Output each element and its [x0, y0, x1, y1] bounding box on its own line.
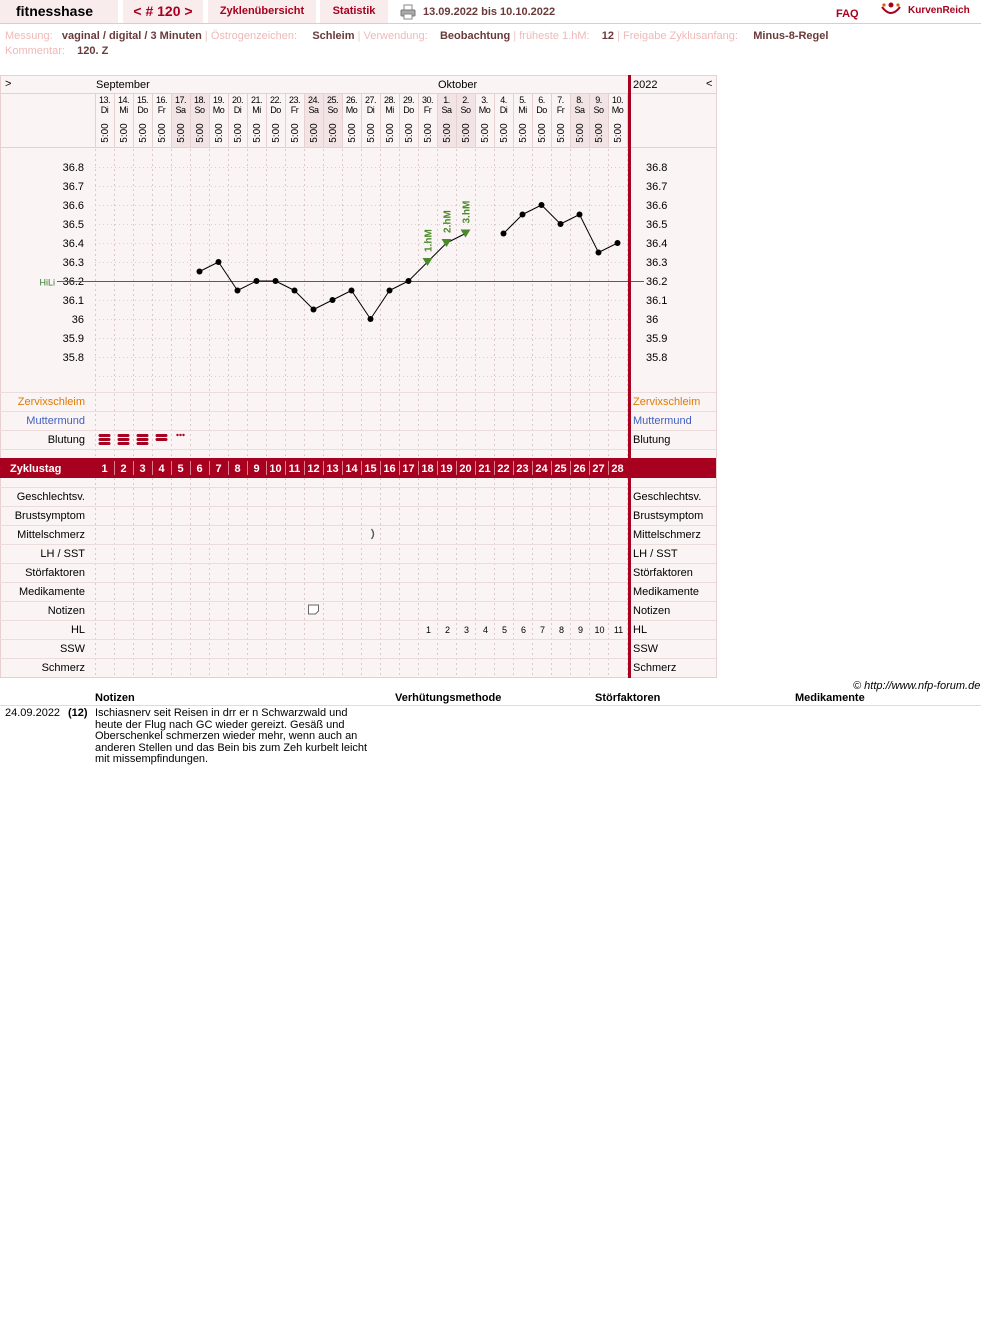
measure-time: 5:00: [176, 123, 187, 143]
hili-label: HiLi: [39, 277, 55, 288]
cycle-day-number: 4: [158, 463, 165, 475]
row-label-right: Schmerz: [633, 662, 677, 674]
cycle-day-number: 20: [459, 463, 472, 475]
bleeding-heavy-icon: [99, 434, 111, 437]
temperature-point: [311, 307, 317, 313]
day-date: 24.: [307, 95, 320, 105]
hl-number: 5: [501, 625, 508, 635]
row-label-left: Mittelschmerz: [17, 529, 85, 541]
row-label-right: Geschlechtsv.: [633, 491, 702, 503]
cycle-day-number: 8: [234, 463, 241, 475]
note-text: [95, 708, 367, 766]
row-label-left: Störfaktoren: [25, 567, 85, 579]
row-label-left: Geschlechtsv.: [16, 491, 85, 503]
temperature-point: [539, 202, 545, 208]
day-date: 22.: [269, 95, 282, 105]
day-date: 26.: [345, 95, 358, 105]
day-weekday: Mi: [119, 105, 128, 115]
cycle-day-number: 2: [120, 463, 127, 475]
cycle-day-number: 11: [288, 463, 301, 475]
temperature-point: [368, 316, 374, 322]
freigabe-label: Freigabe Zyklusanfang:: [623, 30, 738, 42]
cycle-comment: [5, 45, 108, 57]
row-label-right: Blutung: [633, 434, 671, 446]
temperature-point: [615, 240, 621, 246]
cycle-day-number: 1: [101, 463, 108, 475]
cycle-end-line: [628, 478, 631, 678]
y-tick-left: 36.1: [62, 295, 84, 307]
temperature-point: [254, 278, 260, 284]
notes-divider: [0, 705, 981, 706]
day-date: 27.: [364, 95, 377, 105]
notes-col-medikamente: Medikamente: [795, 692, 865, 704]
cycle-day-number: 22: [497, 463, 510, 475]
y-tick-left: 36.5: [62, 219, 84, 231]
y-tick-left: 35.9: [62, 333, 84, 345]
hl-number: 4: [482, 625, 489, 635]
note-line: Oberschenkel schmerzen wieder mehr, wenn auch an: [95, 730, 358, 742]
day-date: 2.: [462, 95, 469, 105]
day-weekday: Do: [270, 105, 281, 115]
measure-time: 5:00: [119, 123, 130, 143]
day-date: 25.: [326, 95, 339, 105]
cycle-day-number: 17: [402, 463, 415, 475]
temperature-point: [292, 288, 298, 294]
measure-time: 5:00: [404, 123, 415, 143]
hl-number: 7: [539, 625, 546, 635]
measure-time: 5:00: [252, 123, 263, 143]
cycle-day-number: 16: [383, 463, 396, 475]
freigabe-value: Minus-8-Regel: [753, 30, 829, 42]
notes-col-verhuetung: Verhütungsmethode: [395, 692, 502, 704]
cycle-day-number: 5: [177, 463, 184, 475]
next-cycle-button[interactable]: <: [706, 78, 713, 90]
row-label-right: Muttermund: [633, 415, 692, 427]
row-label-right: Störfaktoren: [633, 567, 693, 579]
row-label-right: Notizen: [633, 605, 671, 617]
day-weekday: Mo: [345, 105, 358, 115]
measure-time: 5:00: [347, 123, 358, 143]
y-tick-right: 36.6: [646, 200, 668, 212]
kommentar-value: 120. Z: [77, 45, 109, 57]
temperature-point: [349, 288, 355, 294]
day-weekday: Fr: [157, 105, 166, 115]
row-label-right: HL: [633, 624, 648, 636]
day-date: 29.: [402, 95, 415, 105]
day-date: 16.: [155, 95, 168, 105]
cycle-day-number: 21: [478, 463, 491, 475]
day-weekday: Mo: [212, 105, 225, 115]
day-weekday: Fr: [290, 105, 299, 115]
day-weekday: So: [194, 105, 205, 115]
measure-time: 5:00: [290, 123, 301, 143]
cycle-day-number: 27: [592, 463, 605, 475]
measure-time: 5:00: [309, 123, 320, 143]
day-weekday: Fr: [423, 105, 432, 115]
cycle-day-number: 23: [516, 463, 529, 475]
year-label: 2022: [633, 79, 658, 91]
y-tick-right: 36.3: [646, 257, 668, 269]
verwendung-value: Beobachtung: [439, 30, 511, 42]
y-tick-right: 35.9: [646, 333, 668, 345]
day-date: 1.: [443, 95, 450, 105]
measure-time: 5:00: [461, 123, 472, 143]
bleeding-spotting-icon: [179, 434, 181, 436]
temperature-point: [216, 259, 222, 265]
day-weekday: Do: [137, 105, 148, 115]
hl-number: 2: [444, 625, 451, 635]
high-mark-label: 1.hM: [423, 229, 435, 252]
measure-time: 5:00: [271, 123, 282, 143]
month-label: September: [96, 79, 150, 91]
y-tick-left: 36.3: [62, 257, 84, 269]
measure-time: 5:00: [385, 123, 396, 143]
copyright[interactable]: © http://www.nfp-forum.de: [853, 680, 981, 692]
oestrogen-value: Schleim: [312, 30, 355, 42]
cycle-day-number: 24: [535, 463, 548, 475]
row-label-left: SSW: [59, 643, 85, 655]
bleeding-heavy-icon: [137, 434, 149, 437]
bleeding-medium-icon: [156, 434, 168, 437]
day-weekday: Sa: [574, 105, 585, 115]
hl-number: 3: [463, 625, 470, 635]
measure-time: 5:00: [423, 123, 434, 143]
y-tick-left: 36: [71, 314, 84, 326]
row-label-right: Zervixschleim: [633, 396, 701, 408]
day-date: 20.: [231, 95, 244, 105]
temperature-point: [577, 212, 583, 218]
y-tick-right: 35.8: [646, 352, 668, 364]
note-line: anderen Stellen und das Bein bis zum Zeh kurbelt leicht: [95, 741, 368, 754]
tab-statistics[interactable]: Statistik: [320, 0, 388, 23]
day-date: 4.: [500, 95, 507, 105]
cycle-day-number: 3: [139, 463, 146, 475]
day-weekday: Sa: [175, 105, 186, 115]
meta-separator: |: [513, 30, 517, 42]
notes-col-notizen: Notizen: [95, 692, 135, 704]
row-label-right: Medikamente: [633, 586, 700, 598]
bleeding-heavy-icon: [137, 438, 149, 441]
kommentar-label: Kommentar:: [5, 45, 65, 57]
day-weekday: So: [460, 105, 471, 115]
measure-time: 5:00: [233, 123, 244, 143]
cycle-meta: [5, 30, 828, 42]
row-label-left: Blutung: [47, 434, 85, 446]
hl-number: 8: [558, 625, 565, 635]
cycle-day-number: 28: [611, 463, 624, 475]
high-mark-label: 2.hM: [442, 210, 454, 233]
day-date: 30.: [421, 95, 434, 105]
top-bar: [0, 0, 981, 24]
measure-time: 5:00: [556, 123, 567, 143]
day-weekday: Do: [403, 105, 414, 115]
faq-link[interactable]: FAQ: [836, 8, 859, 20]
day-weekday: Di: [499, 105, 508, 115]
measure-time: 5:00: [442, 123, 453, 143]
y-tick-left: 36.7: [62, 181, 84, 193]
high-mark-label: 3.hM: [461, 200, 473, 224]
oestrogen-label: Östrogenzeichen:: [210, 30, 298, 42]
y-tick-right: 36.8: [646, 162, 668, 174]
temperature-point: [558, 221, 564, 227]
month-label: Oktober: [438, 79, 478, 91]
bleeding-spotting-icon: [182, 434, 184, 436]
day-weekday: Mi: [518, 105, 527, 115]
day-date: 6.: [538, 95, 545, 105]
day-weekday: Do: [536, 105, 547, 115]
cycle-day-number: 7: [215, 463, 222, 475]
hl-number: 6: [520, 625, 527, 635]
temperature-point: [197, 269, 203, 275]
cycle-day-number: 12: [307, 463, 320, 475]
bleeding-heavy-icon: [99, 438, 111, 441]
day-date: 5.: [519, 95, 526, 105]
measure-time: 5:00: [575, 123, 586, 143]
y-tick-right: 36.5: [646, 219, 668, 231]
temperature-point: [406, 278, 412, 284]
cycle-day-number: 19: [440, 463, 453, 475]
measure-time: 5:00: [537, 123, 548, 143]
y-tick-right: 36.2: [646, 276, 668, 288]
meta-separator: |: [617, 30, 620, 42]
day-weekday: Mi: [385, 105, 394, 115]
day-date: 7.: [557, 95, 564, 105]
measure-time: 5:00: [195, 123, 206, 143]
username-tab[interactable]: fitnesshase: [0, 0, 118, 23]
row-label-left: Medikamente: [18, 586, 85, 598]
y-tick-right: 36.7: [646, 181, 668, 193]
temperature-point: [330, 297, 336, 303]
measure-time: 5:00: [594, 123, 605, 143]
temperature-point: [273, 278, 279, 284]
y-tick-left: 35.8: [62, 352, 84, 364]
meta-separator: |: [357, 30, 361, 42]
cycle-day-number: 26: [573, 463, 586, 475]
notes-col-stoerfaktoren: Störfaktoren: [595, 692, 661, 704]
hl-number: 1: [425, 625, 432, 635]
bleeding-medium-icon: [156, 438, 168, 441]
bleeding-heavy-icon: [118, 438, 130, 441]
day-weekday: So: [593, 105, 604, 115]
measure-time: 5:00: [328, 123, 339, 143]
day-date: 23.: [288, 95, 301, 105]
measure-time: 5:00: [100, 123, 111, 143]
y-tick-left: 36.4: [62, 238, 84, 250]
measure-time: 5:00: [613, 123, 624, 143]
day-date: 9.: [595, 95, 602, 105]
bleeding-heavy-icon: [137, 442, 149, 445]
row-label-left: Notizen: [47, 605, 85, 617]
cycle-day-number: 13: [326, 463, 339, 475]
row-label-left: Schmerz: [41, 662, 85, 674]
day-date: 18.: [193, 95, 206, 105]
temperature-point: [520, 212, 526, 218]
row-label-left: HL: [70, 624, 85, 636]
day-date: 19.: [212, 95, 225, 105]
y-tick-right: 36.1: [646, 295, 668, 307]
cycle-end-line: [628, 75, 631, 458]
cycle-day-number: 9: [253, 463, 260, 475]
y-tick-left: 36.6: [62, 200, 84, 212]
cycle-day-number: 25: [554, 463, 567, 475]
day-date: 8.: [576, 95, 583, 105]
measure-time: 5:00: [499, 123, 510, 143]
hm-value: 12: [601, 30, 615, 42]
day-date: 17.: [174, 95, 187, 105]
note-date: 24.09.2022: [5, 707, 61, 719]
brand-name[interactable]: KurvenReich: [908, 5, 970, 16]
cycle-day-number: 6: [196, 463, 203, 475]
y-tick-right: 36.4: [646, 238, 668, 250]
cycle-day-number: 10: [269, 463, 282, 475]
row-label-right: LH / SST: [633, 548, 678, 560]
cycle-day-label: Zyklustag: [10, 463, 62, 475]
verwendung-label: Verwendung:: [363, 30, 428, 42]
note-line: mit missempfindungen.: [95, 753, 209, 765]
day-date: 13.: [98, 95, 111, 105]
row-label-left: Muttermund: [26, 415, 85, 427]
day-weekday: So: [327, 105, 338, 115]
temperature-point: [596, 250, 602, 256]
day-date: 10.: [611, 95, 624, 105]
bleeding-spotting-icon: [176, 434, 178, 436]
note-line: Ischiasnerv seit Reisen in drr er n Schwarzwald und: [95, 707, 348, 719]
meta-separator: |: [204, 30, 208, 42]
bleeding-heavy-icon: [99, 442, 111, 445]
kurvenreich-logo-icon[interactable]: [880, 1, 902, 19]
measure-time: 5:00: [138, 123, 149, 143]
row-label-right: Mittelschmerz: [633, 529, 701, 541]
print-icon[interactable]: [400, 4, 416, 20]
note-line: heute der Flug nach GC wieder gereizt. Gesäß und: [95, 718, 345, 731]
messung-value: vaginal / digital / 3 Minuten: [61, 30, 202, 42]
measure-time: 5:00: [480, 123, 491, 143]
day-weekday: Mo: [611, 105, 624, 115]
hm-label: früheste 1.hM:: [519, 30, 590, 42]
bleeding-heavy-icon: [118, 442, 130, 445]
note-cycle-day: (12): [68, 707, 88, 719]
measure-time: 5:00: [366, 123, 377, 143]
y-tick-left: 36.2: [62, 276, 84, 288]
day-date: 28.: [383, 95, 396, 105]
top-divider: [0, 23, 981, 24]
date-range: 13.09.2022 bis 10.10.2022: [423, 6, 556, 18]
y-tick-right: 36: [646, 314, 659, 326]
day-weekday: Di: [100, 105, 109, 115]
row-label-left: Zervixschleim: [17, 396, 85, 408]
day-date: 3.: [481, 95, 488, 105]
y-tick-left: 36.8: [62, 162, 84, 174]
day-date: 14.: [117, 95, 130, 105]
hl-number: 9: [577, 625, 584, 635]
cycle-day-number: 14: [345, 463, 358, 475]
cycle-navigation[interactable]: < # 120 >: [123, 0, 203, 23]
measure-time: 5:00: [214, 123, 225, 143]
temperature-point: [387, 288, 393, 294]
day-date: 15.: [136, 95, 149, 105]
bleeding-heavy-icon: [118, 434, 130, 437]
day-weekday: Mo: [478, 105, 491, 115]
cycle-day-number: 15: [364, 463, 377, 475]
note-icon[interactable]: [309, 605, 319, 614]
day-weekday: Di: [366, 105, 375, 115]
cycle-day-number: 18: [421, 463, 434, 475]
measure-time: 5:00: [518, 123, 529, 143]
hl-number: 11: [613, 625, 624, 635]
tab-cycle-overview[interactable]: Zyklenübersicht: [208, 0, 316, 23]
day-weekday: Di: [233, 105, 242, 115]
temperature-point: [235, 288, 241, 294]
hl-number: 10: [594, 625, 605, 635]
day-date: 21.: [250, 95, 263, 105]
cycle-chart: [0, 75, 717, 679]
messung-label: Messung:: [5, 30, 53, 42]
day-weekday: Sa: [441, 105, 452, 115]
day-weekday: Sa: [308, 105, 319, 115]
day-weekday: Fr: [556, 105, 565, 115]
row-label-right: Brustsymptom: [633, 510, 704, 522]
day-weekday: Mi: [252, 105, 261, 115]
row-label-right: SSW: [633, 643, 659, 655]
prev-cycle-button[interactable]: >: [5, 78, 12, 90]
temperature-point: [501, 231, 507, 237]
row-label-left: LH / SST: [40, 548, 85, 560]
measure-time: 5:00: [157, 123, 168, 143]
row-label-left: Brustsymptom: [14, 510, 85, 522]
